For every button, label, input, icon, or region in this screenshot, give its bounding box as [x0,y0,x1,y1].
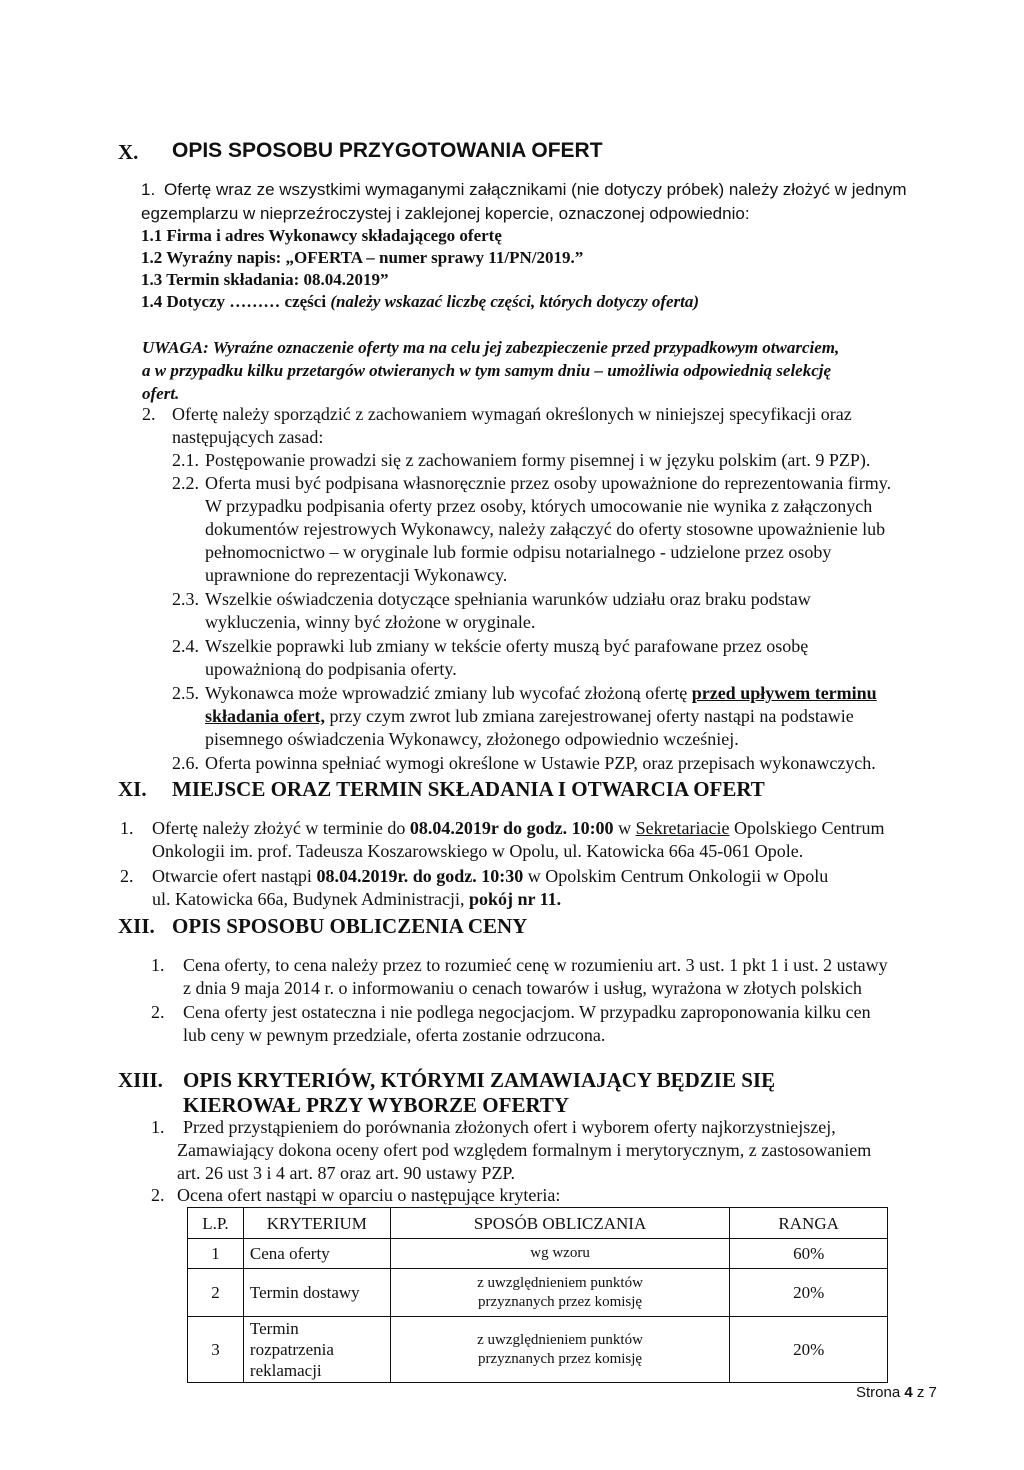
list-number: 2. [151,1002,165,1022]
column-header-ranga: RANGA [730,1208,888,1239]
subitem-1-4: 1.4 Dotyczy ……… części (należy wskazać liczbę części, których dotyczy oferta) [141,292,700,311]
section-x-number: X. [118,140,139,164]
paragraph-line: Cena oferty, to cena należy przez to rozumieć cenę w rozumieniu art. 3 ust. 1 pkt 1 i ust. 2 ustawy [183,955,888,975]
list-number: 2. [120,866,134,886]
subitem-1-1: 1.1 Firma i adres Wykonawcy składającego ofertę [141,226,502,245]
list-number: 1. [120,818,134,838]
section-xii-title: OPIS SPOSOBU OBLICZENIA CENY [172,914,528,938]
cell-sposob: z uwzględnieniem punktów przyznanych przez komisję [390,1317,730,1383]
list-number: 1. [151,1117,165,1137]
uwaga-note: UWAGA: Wyraźne oznaczenie oferty ma na celu jej zabezpieczenie przed przypadkowym otwarciem, [142,338,840,357]
section-x-title: OPIS SPOSOBU PRZYGOTOWANIA OFERT [172,139,603,162]
paragraph-line: lub ceny w pewnym przedziale, oferta zostanie odrzucona. [183,1025,606,1045]
page-number: Strona 4 z 7 [856,1384,937,1401]
paragraph-line: W przypadku podpisania oferty przez osoby, których umocowanie nie wynika z załączonych [205,496,873,516]
paragraph-line: Przed przystąpieniem do porównania złożonych ofert i wyborem oferty najkorzystniejszej, [183,1117,836,1137]
paragraph-line: uprawnione do reprezentacji Wykonawcy. [205,565,508,585]
paragraph-line: Wykonawca może wprowadzić zmiany lub wycofać złożoną ofertę przed upływem terminu [205,683,877,703]
table-row [188,1239,888,1269]
list-number: 2. [151,1185,165,1205]
column-header-lp: L.P. [188,1208,244,1239]
paragraph-line: Ofertę należy złożyć w terminie do 08.04.2019r do godz. 10:00 w Sekretariacie Opolskiego Centrum [152,818,885,838]
section-xiii-title-line: KIEROWAŁ PRZY WYBORZE OFERTY [183,1093,570,1117]
list-number: 2.2. [172,473,199,493]
paragraph-line: następujących zasad: [172,427,324,447]
subitem-1-2: 1.2 Wyraźny napis: „OFERTA – numer sprawy 11/PN/2019.” [141,248,584,267]
paragraph-line: Ofertę wraz ze wszystkimi wymaganymi załącznikami (nie dotyczy próbek) należy złożyć w jednym [164,180,907,199]
cell-lp: 3 [188,1317,244,1383]
list-number: 2.3. [172,589,199,609]
table-row [188,1317,888,1383]
paragraph-line: egzemplarzu w nieprzeźroczystej i zaklejonej kopercie, oznaczonej odpowiednio: [141,204,750,223]
list-number: 2. [142,404,156,424]
paragraph-line: Postępowanie prowadzi się z zachowaniem formy pisemnej i w języku polskim (art. 9 PZP). [205,450,871,470]
paragraph-line: Zamawiający dokona oceny ofert pod względem formalnym i merytorycznym, z zastosowaniem [177,1140,872,1160]
list-number: 1. [151,955,165,975]
section-xiii-title: OPIS KRYTERIÓW, KTÓRYMI ZAMAWIAJĄCY BĘDZIE SIĘ [183,1068,776,1092]
section-xiii-number: XIII. [118,1068,163,1092]
paragraph-line: z dnia 9 maja 2014 r. o informowaniu o cenach towarów i usług, wyrażona w złotych polskich [183,978,862,998]
paragraph-line: wykluczenia, winny być złożone w oryginale. [205,612,536,632]
paragraph-line: Oferta musi być podpisana własnoręcznie przez osoby upoważnione do reprezentowania firmy. [205,473,892,493]
paragraph-line: Wszelkie poprawki lub zmiany w tekście oferty muszą być parafowane przez osobę [205,636,809,656]
cell-sposob: z uwzględnieniem punktów przyznanych przez komisję [390,1269,730,1317]
paragraph-line: upoważnioną do podpisania oferty. [205,659,457,679]
paragraph-line: Otwarcie ofert nastąpi 08.04.2019r. do godz. 10:30 w Opolskim Centrum Onkologii w Opolu [152,866,829,886]
uwaga-note-line: a w przypadku kilku przetargów otwieranych w tym samym dniu – umożliwia odpowiednią selekcję [142,361,832,380]
column-header-sposob: SPOSÓB OBLICZANIA [390,1208,730,1239]
paragraph-line: Onkologii im. prof. Tadeusza Koszarowskiego w Opolu, ul. Katowicka 66a 45-061 Opole. [152,841,804,861]
column-header-kryterium: KRYTERIUM [243,1208,390,1239]
uwaga-note-line: ofert. [142,384,180,403]
list-number: 1. [141,180,156,199]
cell-sposob: wg wzoru [390,1239,730,1269]
paragraph-line: pisemnego oświadczenia Wykonawcy, złożonego odpowiednio wcześniej. [205,729,739,749]
section-xi-number: XI. [118,777,147,801]
cell-kryterium: Termin dostawy [243,1269,390,1317]
paragraph-line: Oferta powinna spełniać wymogi określone w Ustawie PZP, oraz przepisach wykonawczych. [205,753,876,773]
paragraph-line: art. 26 ust 3 i 4 art. 87 oraz art. 90 ustawy PZP. [177,1163,515,1183]
subitem-1-3: 1.3 Termin składania: 08.04.2019” [141,270,389,289]
paragraph-line: Cena oferty jest ostateczna i nie podlega negocjacjom. W przypadku zaproponowania kilku cen [183,1002,871,1022]
cell-lp: 2 [188,1269,244,1317]
criteria-table [187,1207,888,1383]
cell-ranga: 20% [730,1317,888,1383]
paragraph-line: składania ofert, przy czym zwrot lub zmiana zarejestrowanej oferty nastąpi na podstawie [205,706,854,726]
section-xi-title: MIEJSCE ORAZ TERMIN SKŁADANIA I OTWARCIA OFERT [172,777,765,801]
paragraph-line: ul. Katowicka 66a, Budynek Administracji, pokój nr 11. [152,889,562,909]
cell-kryterium: Cena oferty [243,1239,390,1269]
list-number: 2.4. [172,636,199,656]
paragraph-line: Ocena ofert nastąpi w oparciu o następujące kryteria: [177,1185,561,1205]
paragraph-line: dokumentów rejestrowych Wykonawcy, należy załączyć do oferty stosowne upoważnienie lub [205,519,886,539]
paragraph-line: pełnomocnictwo – w oryginale lub formie odpisu notarialnego - udzielone przez osoby [205,542,832,562]
list-number: 2.1. [172,450,199,470]
table-header-row [188,1208,888,1239]
cell-ranga: 20% [730,1269,888,1317]
section-xii-number: XII. [118,914,155,938]
list-number: 2.5. [172,683,199,703]
list-number: 2.6. [172,753,199,773]
paragraph-line: Wszelkie oświadczenia dotyczące spełniania warunków udziału oraz braku podstaw [205,589,811,609]
table-row [188,1269,888,1317]
cell-lp: 1 [188,1239,244,1269]
cell-kryterium: Termin rozpatrzenia reklamacji [243,1317,390,1383]
paragraph-line: Ofertę należy sporządzić z zachowaniem wymagań określonych w niniejszej specyfikacji oraz [172,404,852,424]
cell-ranga: 60% [730,1239,888,1269]
